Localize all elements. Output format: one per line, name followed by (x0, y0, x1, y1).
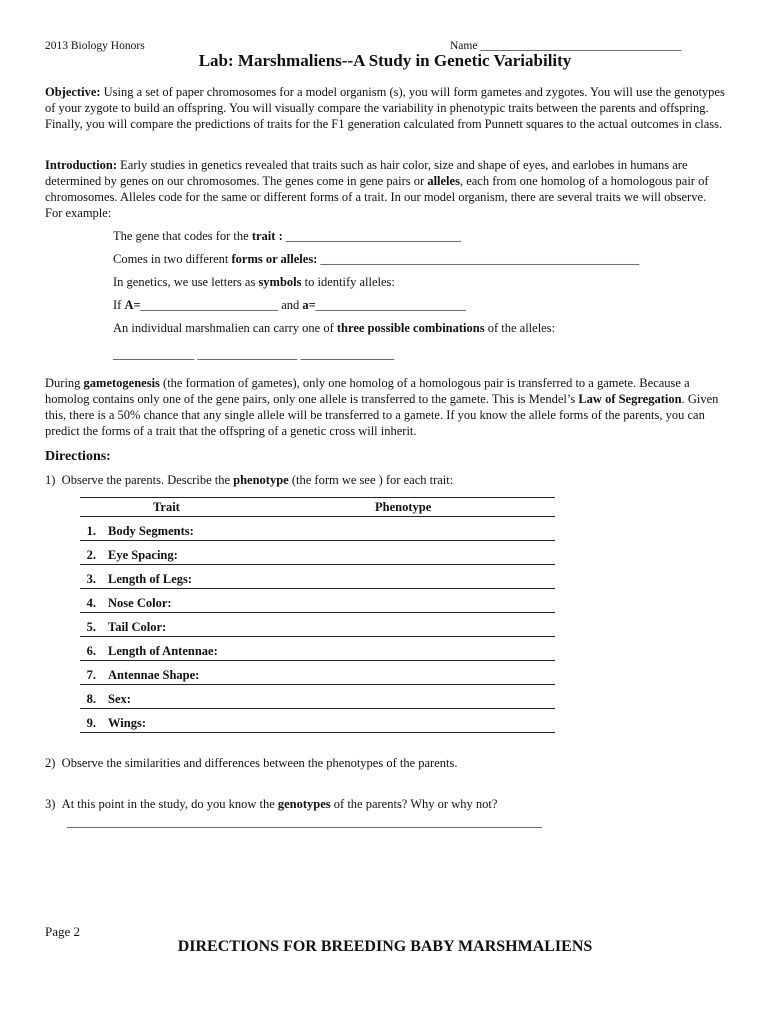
question-number: 1) (45, 473, 56, 487)
question-2 (45, 755, 458, 771)
gametogenesis-paragraph (45, 375, 725, 439)
example-bold: three possible combinations (336, 321, 485, 335)
directions-heading: Directions: (45, 449, 111, 464)
combination-blanks: _____________ ________________ _______________ (113, 347, 395, 361)
question-number: 3) (45, 797, 56, 811)
example-bold: trait : (251, 229, 283, 243)
name-line: Name ___________________________________ (450, 40, 682, 52)
genotypes-term: genotypes (277, 797, 331, 811)
example-bold: symbols (258, 275, 302, 289)
paragraph-text: . Given this, there is a 50% chance that any single allele will be transferred to a gamete. If you know the allele forms of the parents, you can predict the forms of a trait that the offspring of a genetic cross will inherit. (45, 392, 719, 438)
page-title: Lab: Marshmaliens--A Study in Genetic Variability (198, 51, 572, 70)
row-trait: Antennae Shape: (108, 668, 200, 682)
column-header-phenotype: Phenotype (375, 500, 432, 514)
introduction-paragraph (45, 157, 725, 221)
example-text: The gene that codes for the (113, 229, 252, 243)
example-text: Comes in two different (113, 252, 232, 266)
course-label: 2013 Biology Honors (45, 40, 145, 52)
introduction-label: Introduction: (45, 158, 118, 172)
objective-text: Using a set of paper chromosomes for a model organism (s), you will form gametes and zygotes. You will use the genotypes of your zygote to build an offspring. You will visually compare the variability in phenotypic traits between the parents and offspring. Finally, you will compare the predictions of traits for the F1 generation calculated from Punnett squares to the actual outcomes in class. (45, 85, 725, 131)
alleles-term: alleles (427, 174, 460, 188)
trait-blank: ____________________________ (282, 229, 461, 243)
table-row[interactable] (80, 589, 555, 613)
question-text: At this point in the study, do you know the (61, 797, 278, 811)
table-row[interactable] (80, 709, 555, 733)
dominant-blank: ______________________ and (140, 298, 303, 312)
row-number: 1. (86, 524, 96, 538)
example-line-trait (113, 228, 733, 244)
objective-label: Objective: (45, 85, 101, 99)
example-text: An individual marshmalien can carry one of (113, 321, 337, 335)
row-trait: Nose Color: (108, 596, 172, 610)
table-row[interactable] (80, 541, 555, 565)
law-term: Law of Segregation (578, 392, 682, 406)
example-text: of the alleles: (484, 321, 556, 335)
table-row[interactable] (80, 637, 555, 661)
row-number: 5. (86, 620, 96, 634)
row-number: 4. (86, 596, 96, 610)
question-number: 2) (45, 756, 56, 770)
row-trait: Tail Color: (108, 620, 167, 634)
row-number: 6. (86, 644, 96, 658)
row-number: 2. (86, 548, 96, 562)
row-trait: Sex: (108, 692, 131, 706)
introduction-text-a: Early studies in genetics revealed that traits such as hair color, size and shape of eyes, and earlobes in humans are determined by genes on our chromosomes. The genes come in gene pairs or (45, 158, 688, 188)
question-3 (45, 796, 497, 812)
phenotype-term: phenotype (233, 473, 289, 487)
question-text: (the form we see ) for each trait: (288, 473, 454, 487)
recessive-blank: ________________________ (315, 298, 466, 312)
example-line-combinations (113, 320, 733, 336)
example-bold: a= (302, 298, 316, 312)
example-line-alleles (113, 251, 733, 267)
paragraph-text: During (45, 376, 84, 390)
table-row[interactable] (80, 661, 555, 685)
introduction-text-b: , each from one homolog of a homologous pair of chromosomes. Alleles code for the same or different forms of a trait. In our model organism, there are several traits we will observe. For example: (45, 174, 709, 220)
row-number: 9. (86, 716, 96, 730)
question-text: Observe the parents. Describe the (61, 473, 234, 487)
row-trait: Length of Antennae: (108, 644, 218, 658)
row-number: 7. (86, 668, 96, 682)
table-row[interactable] (80, 685, 555, 709)
example-text: to identify alleles: (301, 275, 395, 289)
row-trait: Eye Spacing: (108, 548, 178, 562)
next-section-heading: DIRECTIONS FOR BREEDING BABY MARSHMALIENS (177, 938, 593, 955)
column-header-trait: Trait (153, 500, 180, 514)
question-text: Observe the similarities and differences between the phenotypes of the parents. (61, 756, 458, 770)
question-text: of the parents? Why or why not? (330, 797, 498, 811)
example-bold: A= (124, 298, 141, 312)
example-text: If (113, 298, 125, 312)
row-trait: Body Segments: (108, 524, 194, 538)
example-bold: forms or alleles: (231, 252, 318, 266)
page-number: Page 2 (45, 924, 81, 939)
paragraph-text: (the formation of gametes), only one homolog of a homologous pair is transferred to a gamete. Because a homolog contains only one of the gene pairs, only one allele is transferred to the gamete. This is Mendel’s (45, 376, 690, 406)
example-line-symbol-blanks (113, 297, 733, 313)
objective-paragraph (45, 84, 725, 132)
question-1 (45, 472, 453, 488)
row-number: 8. (86, 692, 96, 706)
table-row[interactable] (80, 565, 555, 589)
alleles-blank: ___________________________________________________ (317, 252, 640, 266)
row-number: 3. (86, 572, 96, 586)
table-row[interactable] (80, 613, 555, 637)
answer-line[interactable]: ____________________________________________________________________________ (67, 815, 542, 829)
table-row[interactable] (80, 517, 555, 541)
trait-table (80, 497, 555, 733)
example-text: In genetics, we use letters as (113, 275, 259, 289)
row-trait: Wings: (108, 716, 146, 730)
example-line-symbols (113, 274, 733, 290)
row-trait: Length of Legs: (108, 572, 193, 586)
gametogenesis-term: gametogenesis (83, 376, 160, 390)
table-header (80, 497, 555, 517)
